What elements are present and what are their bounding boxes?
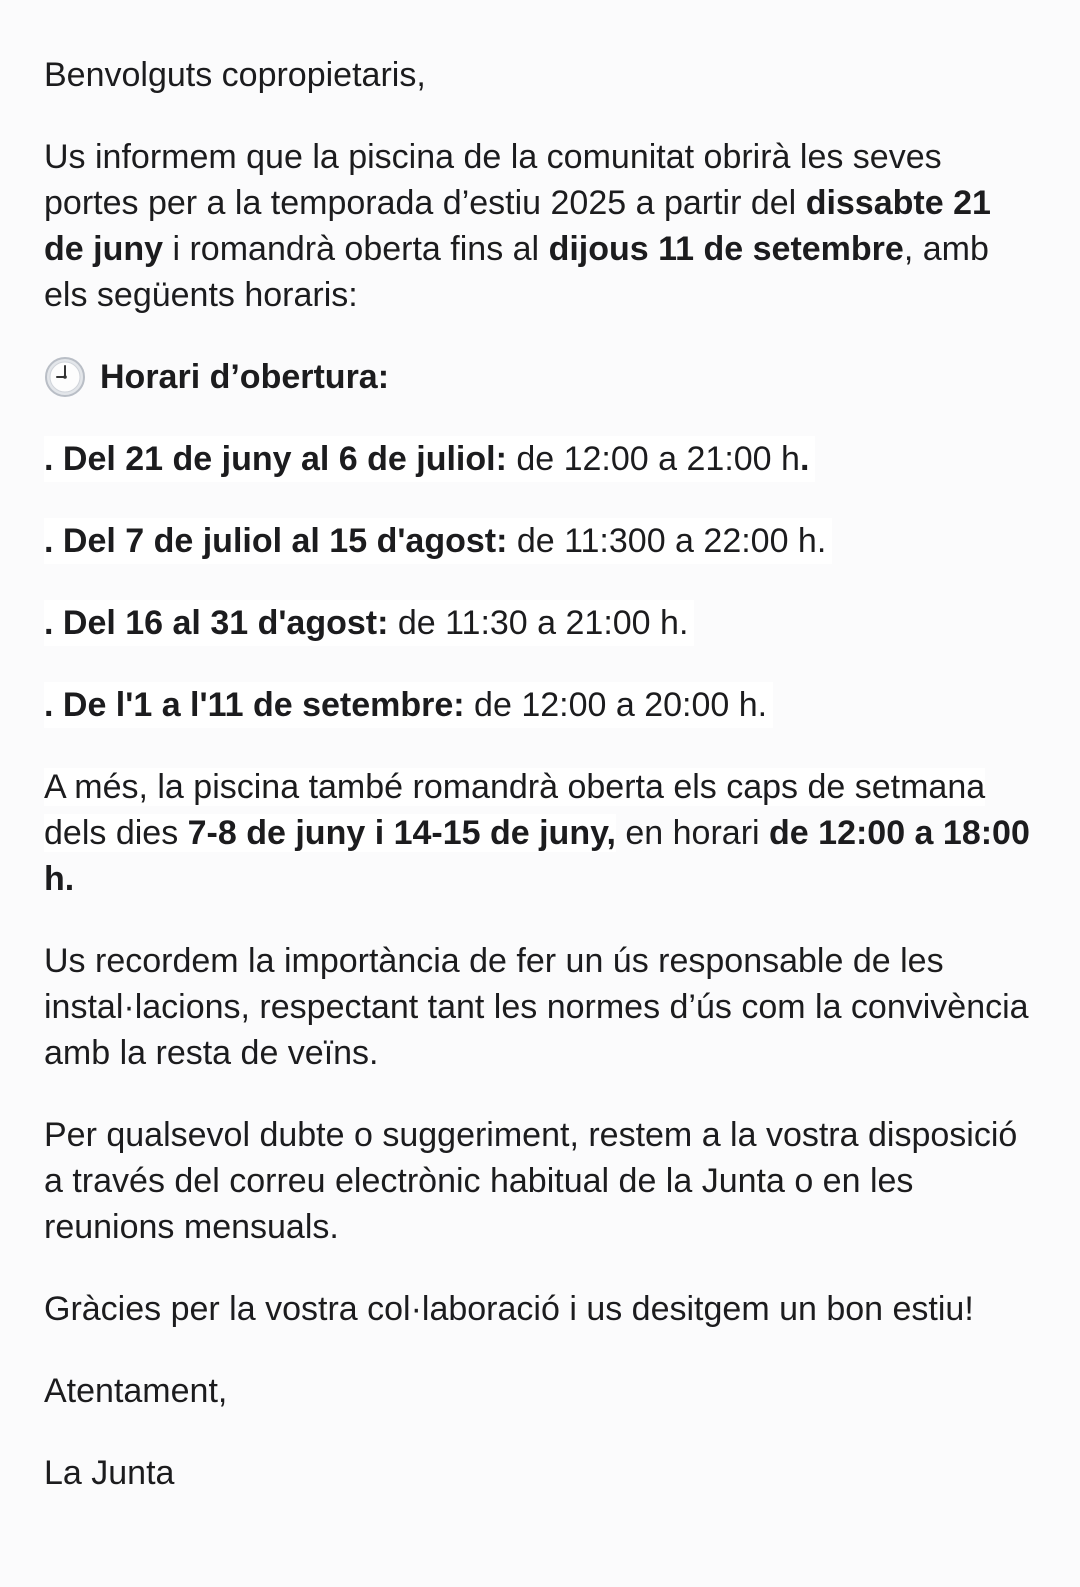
schedule-period: . Del 7 de juliol al 15 d'agost: xyxy=(44,522,508,560)
closing-date: dijous 11 de setembre xyxy=(548,230,904,268)
schedule-period: . De l'1 a l'11 de setembre: xyxy=(44,686,465,724)
weekend-hours: de 12:00 a 18:00 h. xyxy=(44,814,1030,898)
schedule-hours: de 12:00 a 20:00 h. xyxy=(464,686,768,724)
schedule-item xyxy=(44,436,815,482)
reminder-paragraph: Us recordem la importància de fer un ús responsable de les instal·lacions, respectant tant les normes d’ús com la convivència amb la resta de veïns. xyxy=(44,942,1029,1072)
intro-text-3: , amb els següents horaris: xyxy=(44,230,989,314)
weekends-text-1: A més, la piscina també romandrà oberta els caps de setmana dels dies xyxy=(44,768,986,852)
opening-date: dissabte 21 de juny xyxy=(44,184,991,268)
schedule-period: . Del 21 de juny al 6 de juliol: xyxy=(44,440,507,478)
clock-icon xyxy=(44,356,86,398)
schedule-period: . Del 16 al 31 d'agost: xyxy=(44,604,389,642)
intro-paragraph xyxy=(44,134,1040,318)
closing: Atentament, xyxy=(44,1372,228,1410)
greeting: Benvolguts copropietaris, xyxy=(44,56,426,94)
thanks-paragraph: Gràcies per la vostra col·laboració i us desitgem un bon estiu! xyxy=(44,1290,974,1328)
schedule-hours: de 11:30 a 21:00 h. xyxy=(388,604,689,642)
weekend-dates: 7-8 de juny i 14-15 de juny, xyxy=(187,814,616,852)
intro-text-1: Us informem que la piscina de la comunitat obrirà les seves portes per a la temporada d’estiu 2025 a partir del xyxy=(44,138,942,222)
schedule-item xyxy=(44,518,832,564)
schedule-hours: de 11:300 a 22:00 h. xyxy=(507,522,827,560)
weekends-paragraph xyxy=(44,764,1040,902)
schedule-heading-text: Horari d’obertura: xyxy=(100,358,390,396)
schedule-period-end: . xyxy=(799,440,810,478)
signature: La Junta xyxy=(44,1454,175,1492)
schedule-heading xyxy=(44,354,1040,400)
schedule-hours: de 12:00 a 21:00 h xyxy=(506,440,800,478)
weekends-text-2: en horari xyxy=(615,814,770,852)
schedule-item xyxy=(44,682,773,728)
schedule-item xyxy=(44,600,694,646)
contact-paragraph: Per qualsevol dubte o suggeriment, restem a la vostra disposició a través del correu electrònic habitual de la Junta o en les reunions mensuals. xyxy=(44,1116,1018,1246)
intro-text-2: i romandrà oberta fins al xyxy=(163,230,549,268)
